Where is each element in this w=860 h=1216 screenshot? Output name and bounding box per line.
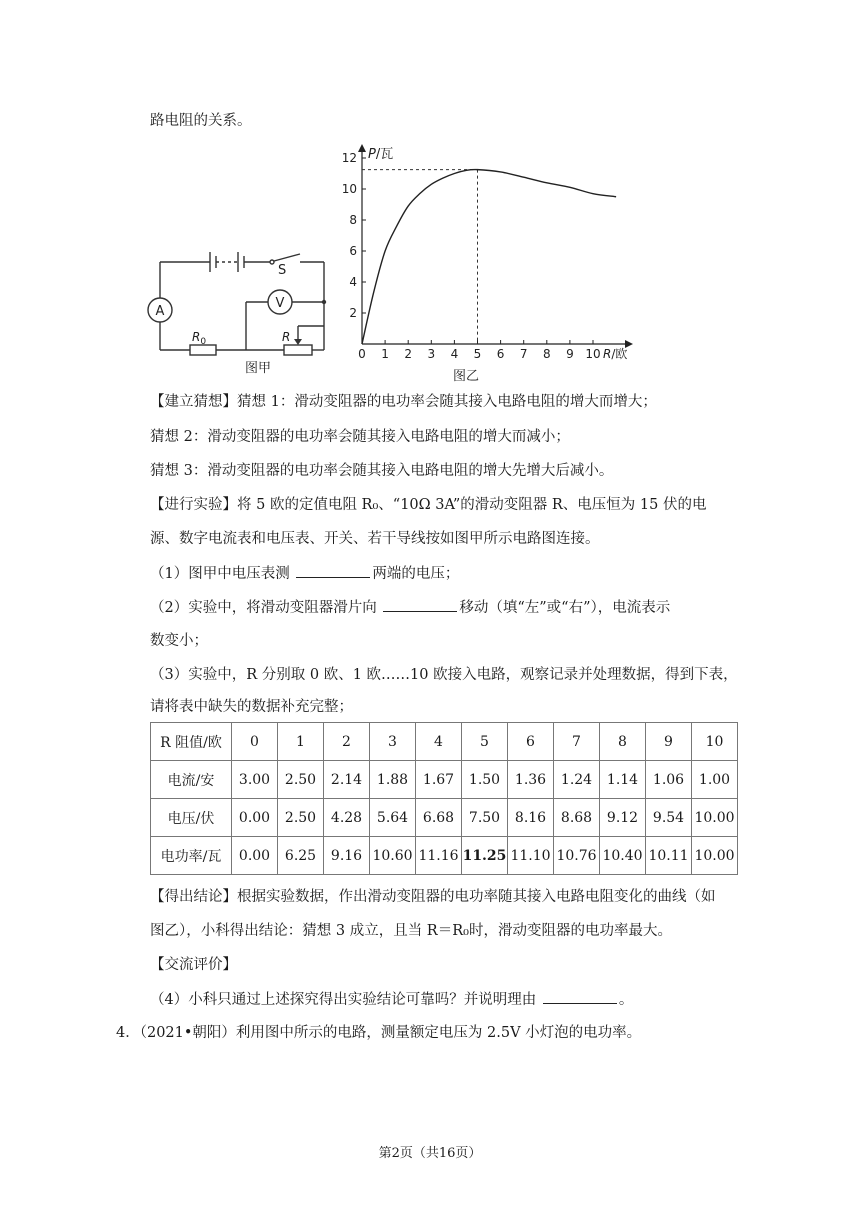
x-tick-label: 10 — [585, 347, 601, 361]
table-cell: 9.12 — [600, 799, 646, 837]
table-cell: 4.28 — [324, 799, 370, 837]
table-cell: 8 — [600, 723, 646, 761]
table-cell: 1.88 — [370, 761, 416, 799]
y-axis-label: P/瓦 — [368, 147, 394, 162]
q2-answer-blank[interactable] — [383, 597, 457, 612]
table-cell: 0.00 — [232, 799, 278, 837]
y-tick-label: 4 — [349, 275, 357, 289]
table-cell: 6.25 — [278, 837, 324, 875]
table-cell: 2 — [324, 723, 370, 761]
table-cell: 9 — [646, 723, 692, 761]
row-label: 电压/伏 — [151, 799, 232, 837]
table-row — [151, 723, 738, 761]
table-cell: 0.00 — [232, 837, 278, 875]
r-label: R — [282, 330, 291, 344]
q1-text-end: 两端的电压； — [372, 566, 460, 582]
q1-text: （1）图甲中电压表测 — [150, 566, 295, 582]
row-label: R 阻值/欧 — [151, 723, 232, 761]
table-cell: 5.64 — [370, 799, 416, 837]
x-tick-label: 1 — [381, 347, 389, 361]
q1-answer-blank[interactable] — [296, 563, 370, 578]
hypothesis-3: 猜想 3：滑动变阻器的电功率会随其接入电路电阻的增大先增大后减小。 — [150, 463, 614, 479]
power-curve — [362, 170, 616, 344]
next-question-4: 4．（2021•朝阳）利用图中所示的电路，测量额定电压为 2.5V 小灯泡的电功率。 — [116, 1025, 642, 1041]
x-tick-label: 2 — [404, 347, 413, 361]
table-cell: 6.68 — [416, 799, 462, 837]
conclusion-line-1: 【得出结论】根据实验数据，作出滑动变阻器的电功率随其接入电路电阻变化的曲线（如 — [150, 889, 716, 905]
q4-answer-blank[interactable] — [543, 989, 617, 1004]
switch-contact — [270, 260, 274, 264]
switch-label: S — [278, 263, 287, 278]
x-tick-label: 7 — [519, 347, 528, 361]
table-cell: 2.50 — [278, 799, 324, 837]
table-cell: 7 — [554, 723, 600, 761]
table-cell: 10.60 — [370, 837, 416, 875]
table-cell: 1.14 — [600, 761, 646, 799]
x-tick-label: 9 — [566, 347, 574, 361]
q2-text: （2）实验中，将滑动变阻器滑片向 — [150, 600, 382, 616]
table-cell: 11.16 — [416, 837, 462, 875]
power-resistance-chart — [335, 140, 635, 385]
table-row — [151, 837, 738, 875]
table-cell: 1.67 — [416, 761, 462, 799]
chart-caption: 图乙 — [453, 369, 480, 384]
question-4 — [150, 989, 633, 1010]
table-cell: 6 — [508, 723, 554, 761]
table-row — [151, 799, 738, 837]
table-cell: 9.16 — [324, 837, 370, 875]
circuit-diagram — [140, 240, 340, 380]
table-cell: 4 — [416, 723, 462, 761]
table-cell: 1.06 — [646, 761, 692, 799]
table-cell: 3 — [370, 723, 416, 761]
y-tick-label: 10 — [341, 182, 357, 196]
table-cell: 8.16 — [508, 799, 554, 837]
table-cell: 10.40 — [600, 837, 646, 875]
question-1 — [150, 563, 459, 584]
conclusion-line-2: 图乙），小科得出结论：猜想 3 成立，且当 R＝R₀时，滑动变阻器的电功率最大。 — [150, 923, 672, 939]
data-table — [150, 722, 738, 875]
y-tick-label: 8 — [349, 213, 357, 227]
table-cell: 10.00 — [692, 799, 738, 837]
x-tick-label: 4 — [450, 347, 459, 361]
x-tick-label: 5 — [473, 347, 482, 361]
evaluation-title: 【交流评价】 — [150, 957, 237, 973]
question-2 — [150, 597, 670, 618]
y-tick-label: 12 — [341, 151, 357, 165]
hypothesis-1: 【建立猜想】猜想 1：滑动变阻器的电功率会随其接入电路电阻的增大而增大； — [150, 394, 657, 410]
table-cell: 1.50 — [462, 761, 508, 799]
row-label: 电流/安 — [151, 761, 232, 799]
y-tick-label: 2 — [349, 306, 357, 320]
table-cell: 11.10 — [508, 837, 554, 875]
q4-text-end: 。 — [618, 992, 634, 1008]
table-cell: 5 — [462, 723, 508, 761]
junction-dot — [322, 300, 326, 304]
x-tick-label: 6 — [496, 347, 505, 361]
hypothesis-2: 猜想 2：滑动变阻器的电功率会随其接入电路电阻的增大而减小； — [150, 429, 570, 445]
x-tick-label: 8 — [542, 347, 551, 361]
q2-text-end: 移动（填“左”或“右”），电流表示 — [459, 600, 671, 616]
table-cell: 10.76 — [554, 837, 600, 875]
table-cell: 7.50 — [462, 799, 508, 837]
table-cell: 1.24 — [554, 761, 600, 799]
table-cell: 10.00 — [692, 837, 738, 875]
intro-line: 路电阻的关系。 — [150, 113, 252, 129]
r0-label: $R_0$ — [192, 330, 207, 347]
table-cell: 3.00 — [232, 761, 278, 799]
ammeter-label: A — [155, 304, 165, 319]
table-cell: 2.50 — [278, 761, 324, 799]
slider-arrow — [294, 339, 302, 345]
q4-text: （4）小科只通过上述探究得出实验结论可靠吗？并说明理由 — [150, 992, 541, 1008]
table-cell: 1.00 — [692, 761, 738, 799]
table-cell: 8.68 — [554, 799, 600, 837]
x-axis-label: R/欧 — [603, 347, 628, 361]
table-cell: 11.25 — [462, 837, 508, 875]
x-tick-label: 3 — [427, 347, 436, 361]
page-footer: 第2页（共16页） — [378, 1146, 482, 1161]
switch-blade — [274, 254, 300, 261]
table-cell: 9.54 — [646, 799, 692, 837]
y-tick-label: 6 — [349, 244, 357, 258]
table-cell: 2.14 — [324, 761, 370, 799]
table-cell: 10.11 — [646, 837, 692, 875]
table-cell: 10 — [692, 723, 738, 761]
voltmeter-label: V — [275, 296, 285, 311]
table-cell: 1 — [278, 723, 324, 761]
table-cell: 1.36 — [508, 761, 554, 799]
table-cell: 0 — [232, 723, 278, 761]
question-3-line-1: （3）实验中，R 分别取 0 欧、1 欧……10 欧接入电路，观察记录并处理数据，得到下表， — [150, 667, 738, 683]
table-row — [151, 761, 738, 799]
y-axis-arrow — [358, 144, 366, 152]
experiment-line-1: 【进行实验】将 5 欧的定值电阻 R₀、“10Ω 3A”的滑动变阻器 R、电压恒为 15 伏的电 — [150, 497, 707, 513]
circuit-caption: 图甲 — [245, 361, 272, 376]
x-tick-label: 0 — [358, 347, 366, 361]
experiment-line-2: 源、数字电流表和电压表、开关、若干导线按如图甲所示电路图连接。 — [150, 531, 600, 547]
question-2-line-2: 数变小； — [150, 633, 208, 649]
row-label: 电功率/瓦 — [151, 837, 232, 875]
question-3-line-2: 请将表中缺失的数据补充完整； — [150, 699, 353, 715]
